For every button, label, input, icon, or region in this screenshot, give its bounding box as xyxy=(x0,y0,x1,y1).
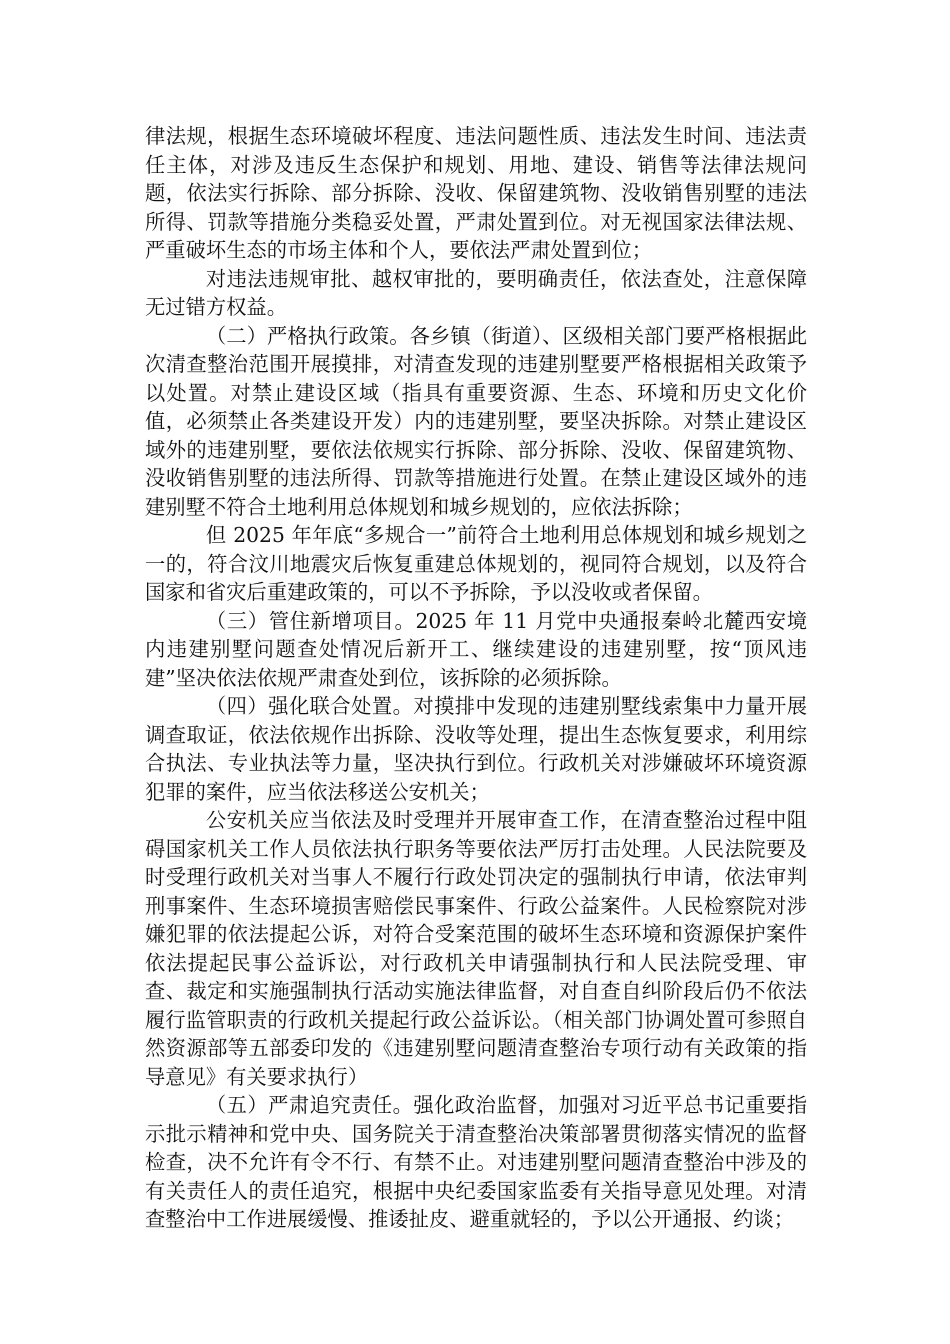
document-body xyxy=(145,122,807,1234)
paragraph-section-4-agencies: 公安机关应当依法及时受理并开展审查工作，在清查整治过程中阻碍国家机关工作人员依法执行职务等要依法严厉打击处理。人民法院要及时受理行政机关对当事人不履行行政处罚决定的强制执行申请，依法审判刑事案件、生态环境损害赔偿民事案件、行政公益案件。人民检察院对涉嫌犯罪的依法提起公诉，对符合受案范围的破坏生态环境和资源保护案件依法提起民事公益诉讼，对行政机关申请强制执行和人民法院受理、审查、裁定和实施强制执行活动实施法律监督，对自查自纠阶段后仍不依法履行监管职责的行政机关提起行政公益诉讼。（相关部门协调处置可参照自然资源部等五部委印发的《违建别墅问题清查整治专项行动有关政策的指导意见》有关要求执行） xyxy=(145,808,807,1089)
paragraph-section-5: （五）严肃追究责任。强化政治监督，加强对习近平总书记重要指示批示精神和党中央、国务院关于清查整治决策部署贯彻落实情况的监督检查，决不允许有令不行、有禁不止。对违建别墅问题清查整治中涉及的有关责任人的责任追究，根据中央纪委国家监委有关指导意见处理。对清查整治中工作进展缓慢、推诿扯皮、避重就轻的，予以公开通报、约谈； xyxy=(145,1093,807,1231)
paragraph-section-2: （二）严格执行政策。各乡镇（街道）、区级相关部门要严格根据此次清查整治范围开展摸排，对清查发现的违建别墅要严格根据相关政策予以处置。对禁止建设区域（指具有重要资源、生态、环境和历史文化价值，必须禁止各类建设开发）内的违建别墅，要坚决拆除。对禁止建设区域外的违建别墅，要依法依规实行拆除、部分拆除、没收、保留建筑物、没收销售别墅的违法所得、罚款等措施进行处置。在禁止建设区域外的违建别墅不符合土地利用总体规划和城乡规划的，应依法拆除； xyxy=(145,323,807,519)
paragraph-continued: 律法规，根据生态环境破坏程度、违法问题性质、违法发生时间、违法责任主体，对涉及违反生态保护和规划、用地、建设、销售等法律法规问题，依法实行拆除、部分拆除、没收、保留建筑物、没收销售别墅的违法所得、罚款等措施分类稳妥处置，严肃处置到位。对无视国家法律法规、严重破坏生态的市场主体和个人，要依法严肃处置到位； xyxy=(145,124,807,262)
paragraph-section-2-exception: 但 2025 年年底“多规合一”前符合土地利用总体规划和城乡规划之一的，符合汶川地震灾后恢复重建总体规划的，视同符合规划，以及符合国家和省灾后重建政策的，可以不予拆除，予以没收或者保留。 xyxy=(145,523,807,604)
paragraph-approval-accountability: 对违法违规审批、越权审批的，要明确责任，依法查处，注意保障无过错方权益。 xyxy=(145,266,807,319)
paragraph-section-4: （四）强化联合处置。对摸排中发现的违建别墅线索集中力量开展调查取证，依法依规作出拆除、没收等处理，提出生态恢复要求，利用综合执法、专业执法等力量，坚决执行到位。行政机关对涉嫌破坏环境资源犯罪的案件，应当依法移送公安机关； xyxy=(145,694,807,804)
paragraph-section-3: （三）管住新增项目。2025 年 11 月党中央通报秦岭北麓西安境内违建别墅问题查处情况后新开工、继续建设的违建别墅，按“顶风违建”坚决依法依规严肃查处到位，该拆除的必须拆除。 xyxy=(145,608,807,690)
